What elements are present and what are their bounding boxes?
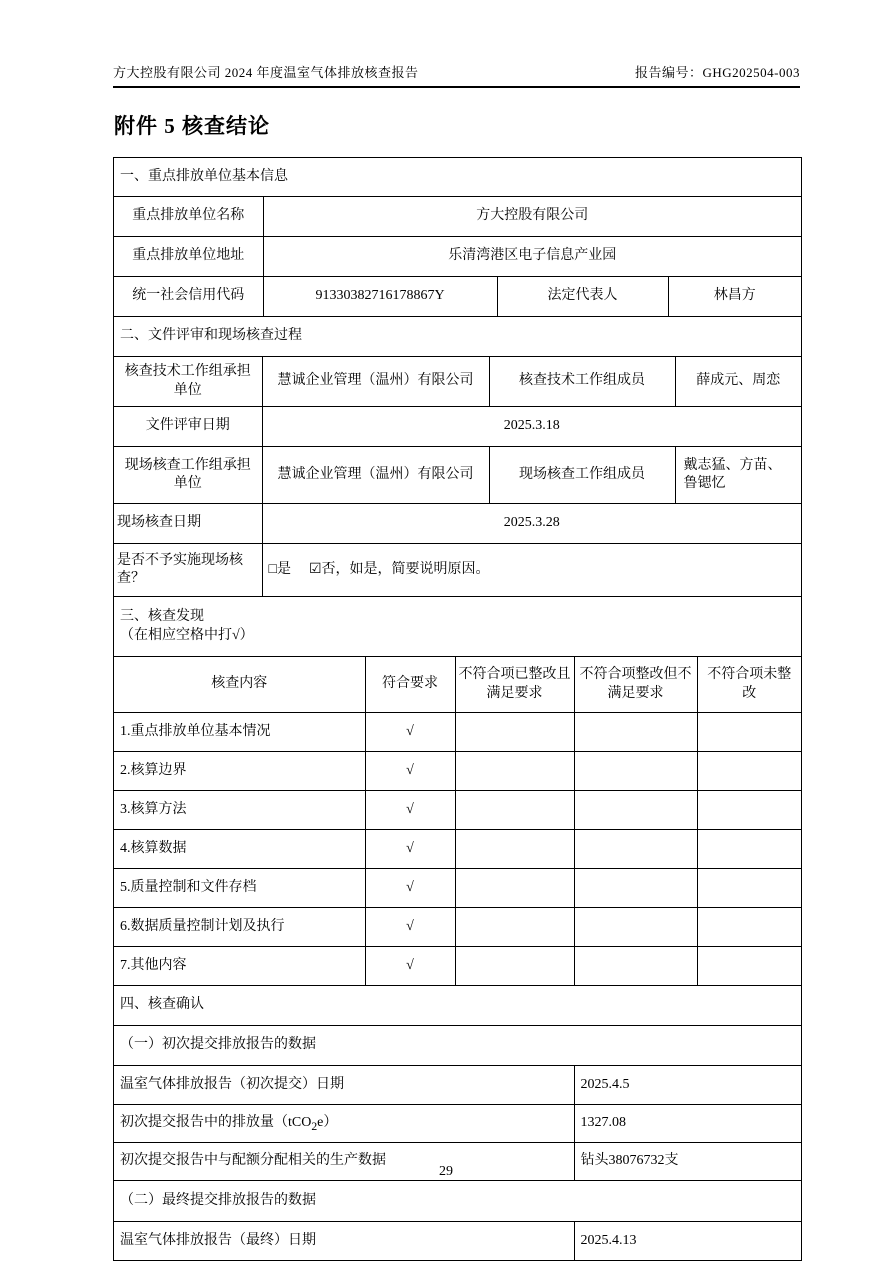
section3-title [114,597,801,657]
check-fixed-not-ok-cell [574,908,697,947]
initial-emission-label: 初次提交报告中的排放量（tCO$_2$e） [114,1105,574,1143]
table-row [114,407,801,447]
table-row [114,317,801,357]
verification-conclusion-table [113,157,802,1261]
production-data-label: 初次提交报告中与配额分配相关的生产数据 [114,1143,574,1181]
check-item-label: 6.数据质量控制计划及执行 [114,908,365,947]
check-fixed-ok-cell [455,713,574,752]
check-pass-cell: √ [365,713,455,752]
findings-header-row [114,657,801,713]
page-number: 29 [439,1164,453,1179]
basic-info-table [114,158,801,317]
check-fixed-not-ok-cell [574,713,697,752]
final-report-date-label: 温室气体排放报告（最终）日期 [114,1222,574,1261]
check-item-row [114,869,801,908]
check-fixed-ok-cell [455,830,574,869]
section1-title: 一、重点排放单位基本信息 [114,158,801,197]
unit-address-label: 重点排放单位地址 [114,237,263,277]
check-item-row [114,947,801,986]
site-team-members-value: 戴志猛、方苗、鲁锶忆 [675,447,801,504]
check-fixed-ok-cell [455,908,574,947]
check-pass-cell: √ [365,908,455,947]
site-visit-date-value: 2025.3.28 [262,504,801,544]
table-row [114,237,801,277]
table-row [114,158,801,197]
check-item-label: 1.重点排放单位基本情况 [114,713,365,752]
check-item-label: 2.核算边界 [114,752,365,791]
check-item-row [114,791,801,830]
header-report-number: 报告编号：GHG202504-003 [635,65,800,80]
check-item-row [114,752,801,791]
table-row [114,1026,801,1066]
table-row [114,357,801,407]
check-fixed-not-ok-cell [574,830,697,869]
initial-report-date-value: 2025.4.5 [574,1066,801,1105]
site-team-unit-value: 慧诚企业管理（温州）有限公司 [262,447,489,504]
table-row [114,1066,801,1105]
unit-address-value: 乐清湾港区电子信息产业园 [263,237,801,277]
doc-review-date-value: 2025.3.18 [262,407,801,447]
unit-name-value: 方大控股有限公司 [263,197,801,237]
doc-team-members-value: 薛成元、周恋 [675,357,801,407]
check-fixed-not-ok-cell [574,869,697,908]
legal-rep-label: 法定代表人 [497,277,668,317]
site-team-unit-label: 现场核查工作组承担单位 [114,447,262,504]
site-team-members-label: 现场核查工作组成员 [489,447,675,504]
check-not-fixed-cell [697,830,801,869]
check-not-fixed-cell [697,752,801,791]
final-report-date-value: 2025.4.13 [580,1232,637,1248]
table-row [114,277,801,317]
final-report-subtitle: （二）最终提交排放报告的数据 [114,1181,801,1222]
table-row [114,504,801,544]
section4-title: 四、核查确认 [114,986,801,1026]
findings-table [114,597,801,986]
col-header-fixed-not-ok: 不符合项整改但不满足要求 [574,657,697,713]
table-row [114,197,801,237]
doc-review-date-label: 文件评审日期 [114,407,262,447]
initial-report-date-label: 温室气体排放报告（初次提交）日期 [114,1066,574,1105]
document-header [113,0,800,88]
section2-title: 二、文件评审和现场核查过程 [114,317,801,357]
initial-report-subtitle: （一）初次提交排放报告的数据 [114,1026,801,1066]
table-row [114,544,801,597]
section3-title-line1: 三、核查发现 [120,609,204,625]
check-pass-cell: √ [365,830,455,869]
check-not-fixed-cell [697,713,801,752]
check-not-fixed-cell [697,791,801,830]
check-item-label: 4.核算数据 [114,830,365,869]
table-row [114,1222,801,1261]
check-item-label: 5.质量控制和文件存档 [114,869,365,908]
col-header-content: 核查内容 [114,657,365,713]
table-row [114,1105,801,1143]
table-row [114,447,801,504]
check-not-fixed-cell [697,947,801,986]
header-report-title: 方大控股有限公司 2024 年度温室气体排放核查报告 [113,65,419,80]
checkbox-checked-icon: ☑ [308,561,322,577]
credit-code-label: 统一社会信用代码 [114,277,263,317]
check-pass-cell: √ [365,752,455,791]
col-header-pass: 符合要求 [365,657,455,713]
check-item-row [114,908,801,947]
check-item-row [114,713,801,752]
no-site-no-label: 否，如是，简要说明原因。 [321,561,490,577]
check-fixed-ok-cell [455,869,574,908]
attachment-title: 附件 5 核查结论 [114,114,270,138]
site-visit-date-label: 现场核查日期 [114,504,262,544]
confirmation-table [114,986,801,1260]
section3-title-line2: （在相应空格中打√） [120,627,254,643]
check-pass-cell: √ [365,869,455,908]
initial-emission-value: 1327.08 [574,1105,801,1143]
legal-rep-value: 林昌方 [668,277,801,317]
check-not-fixed-cell [697,869,801,908]
check-fixed-not-ok-cell [574,791,697,830]
review-process-table [114,317,801,597]
check-fixed-not-ok-cell [574,947,697,986]
check-fixed-ok-cell [455,947,574,986]
no-site-yes-label: 是 [276,561,291,577]
checkbox-unchecked-icon: □ [268,561,277,577]
no-site-visit-label: 是否不予实施现场核查？ [114,544,262,597]
check-item-label: 3.核算方法 [114,791,365,830]
no-site-visit-answer [262,544,801,597]
check-not-fixed-cell [697,908,801,947]
table-row [114,1181,801,1222]
check-item-row [114,830,801,869]
check-fixed-ok-cell [455,791,574,830]
check-pass-cell: √ [365,947,455,986]
check-item-label: 7.其他内容 [114,947,365,986]
credit-code-value: 91330382716178867Y [263,277,497,317]
table-row [114,597,801,657]
doc-team-members-label: 核查技术工作组成员 [489,357,675,407]
doc-team-unit-label: 核查技术工作组承担单位 [114,357,262,407]
doc-team-unit-value: 慧诚企业管理（温州）有限公司 [262,357,489,407]
col-header-fixed-ok: 不符合项已整改且满足要求 [455,657,574,713]
unit-name-label: 重点排放单位名称 [114,197,263,237]
col-header-not-fixed: 不符合项未整改 [697,657,801,713]
check-fixed-ok-cell [455,752,574,791]
production-data-value: 钻头38076732支 [574,1143,801,1181]
check-fixed-not-ok-cell [574,752,697,791]
subscript-2: 2 [311,1119,318,1133]
check-pass-cell: √ [365,791,455,830]
table-row [114,986,801,1026]
